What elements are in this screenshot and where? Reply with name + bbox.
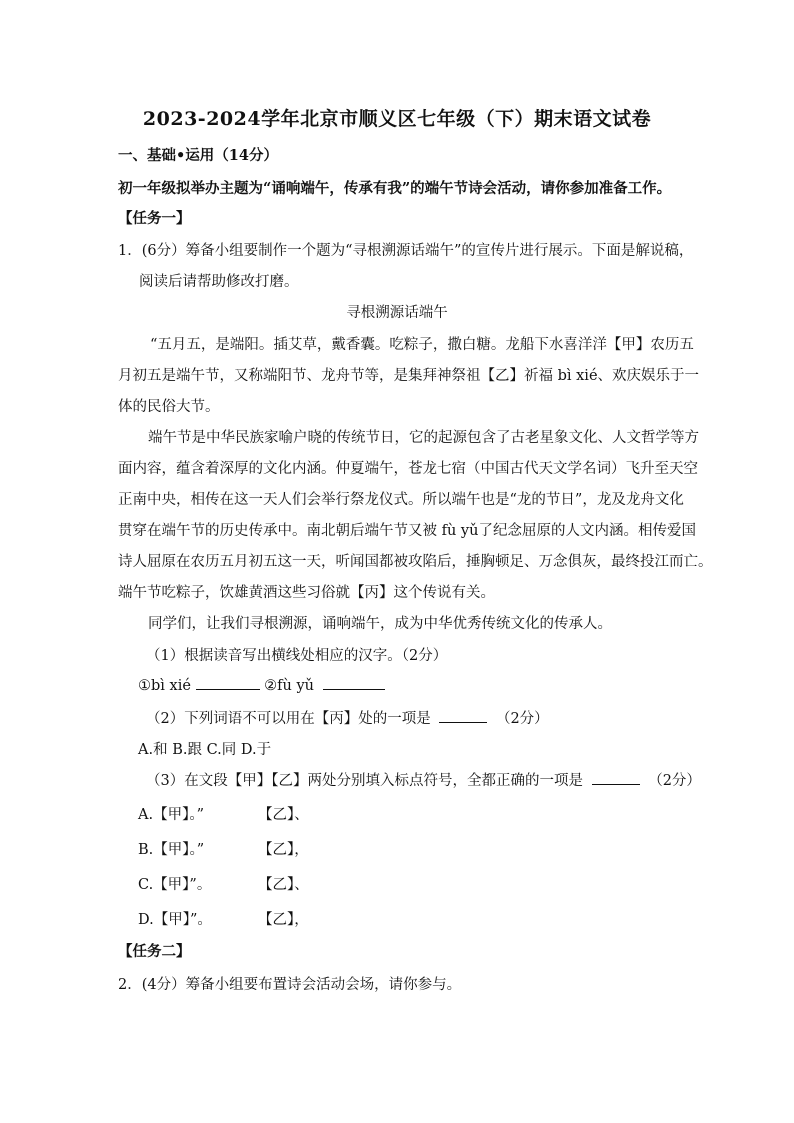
sub-question-3-text: （3）在文段【甲】【乙】两处分别填入标点符号，全都正确的一项是: [146, 773, 583, 789]
sub-question-2: [146, 707, 549, 728]
passage-line: 体的民俗大节。: [118, 399, 220, 415]
option-c-yi: 【乙】、: [258, 877, 309, 893]
option-b-jia: B.【甲】。”: [138, 842, 205, 858]
option-a[interactable]: [138, 803, 309, 824]
option-c[interactable]: [138, 873, 309, 894]
task-one-heading: 【任务一】: [118, 210, 191, 227]
option-d-yi: 【乙】，: [258, 912, 309, 928]
answer-blank-3[interactable]: [439, 709, 487, 723]
activity-intro: 初一年级拟举办主题为“诵响端午，传承有我”的端午节诗会活动，请你参加准备工作。: [118, 180, 672, 197]
passage-line: 月初五是端午节，又称端阳节、龙舟节等，是集拜神祭祖【乙】祈福 bì xié、欢庆娱乐于一: [118, 368, 700, 384]
option-d-jia: D.【甲】”。: [138, 912, 212, 928]
passage-title: 寻根溯源话端午: [346, 305, 448, 321]
page-title: 2023-2024学年北京市顺义区七年级（下）期末语文试卷: [142, 108, 652, 130]
section-heading: 一、基础•运用（14分）: [118, 147, 278, 164]
passage-line: 面内容，蕴含着深厚的文化内涵。仲夏端午，苍龙七宿（中国古代天文学名词）飞升至天空: [118, 461, 698, 477]
sub-question-1: （1）根据读音写出横线处相应的汉字。（2分）: [146, 648, 448, 664]
option-c-jia: C.【甲】”。: [138, 877, 212, 893]
option-b-yi: 【乙】，: [258, 842, 309, 858]
option-a-jia: A.【甲】。”: [138, 807, 204, 823]
passage-line: 同学们，让我们寻根溯源，诵响端午，成为中华优秀传统文化的传承人。: [148, 616, 612, 632]
sub-question-2-score: （2分）: [495, 711, 549, 727]
passage-line: 诗人屈原在农历五月初五这一天，听闻国都被攻陷后，捶胸顿足、万念俱灰，最终投江而亡。: [118, 554, 713, 570]
sub-question-2-text: （2）下列词语不可以用在【丙】处的一项是: [146, 711, 431, 727]
task-two-heading: 【任务二】: [118, 943, 191, 960]
option-d[interactable]: [138, 908, 309, 929]
passage-line: “五月五，是端阳。插艾草，戴香囊。吃粽子，撒白糖。龙船下水喜洋洋【甲】农历五: [150, 337, 694, 353]
passage-line: 贯穿在端午节的历史传承中。南北朝后端午节又被 fù yǔ了纪念屈原的人文内涵。相传爱国: [118, 523, 696, 539]
sub-question-2-options: A.和 B.跟 C.同 D.于: [138, 742, 272, 758]
pinyin-bi-xie: ①bì xié: [138, 678, 191, 694]
answer-blank-1[interactable]: [196, 676, 260, 690]
option-b[interactable]: [138, 838, 309, 859]
question-1-stem-cont: 阅读后请帮助修改打磨。: [139, 274, 299, 290]
passage-line: 端午节是中华民族家喻户晓的传统节日，它的起源包含了古老星象文化、人文哲学等方: [148, 430, 699, 446]
option-a-yi: 【乙】、: [258, 807, 309, 823]
passage-line: 端午节吃粽子，饮雄黄酒这些习俗就【丙】这个传说有关。: [118, 585, 495, 601]
question-1-stem: 1．(6分）筹备小组要制作一个题为“寻根溯源话端午”的宣传片进行展示。下面是解说稿，: [118, 243, 694, 259]
passage-line: 正南中央，相传在这一天人们会举行祭龙仪式。所以端午也是“龙的节日”，龙及龙舟文化: [118, 492, 684, 508]
answer-blank-2[interactable]: [323, 676, 385, 690]
question-2-stem: 2．(4分）筹备小组要布置诗会活动会场，请你参与。: [118, 977, 462, 993]
sub-question-1-blanks: [138, 676, 385, 694]
answer-blank-4[interactable]: [592, 771, 640, 785]
sub-question-3: [146, 769, 701, 790]
sub-question-3-score: （2分）: [648, 773, 701, 789]
pinyin-fu-yu: ②fù yǔ: [264, 678, 314, 694]
